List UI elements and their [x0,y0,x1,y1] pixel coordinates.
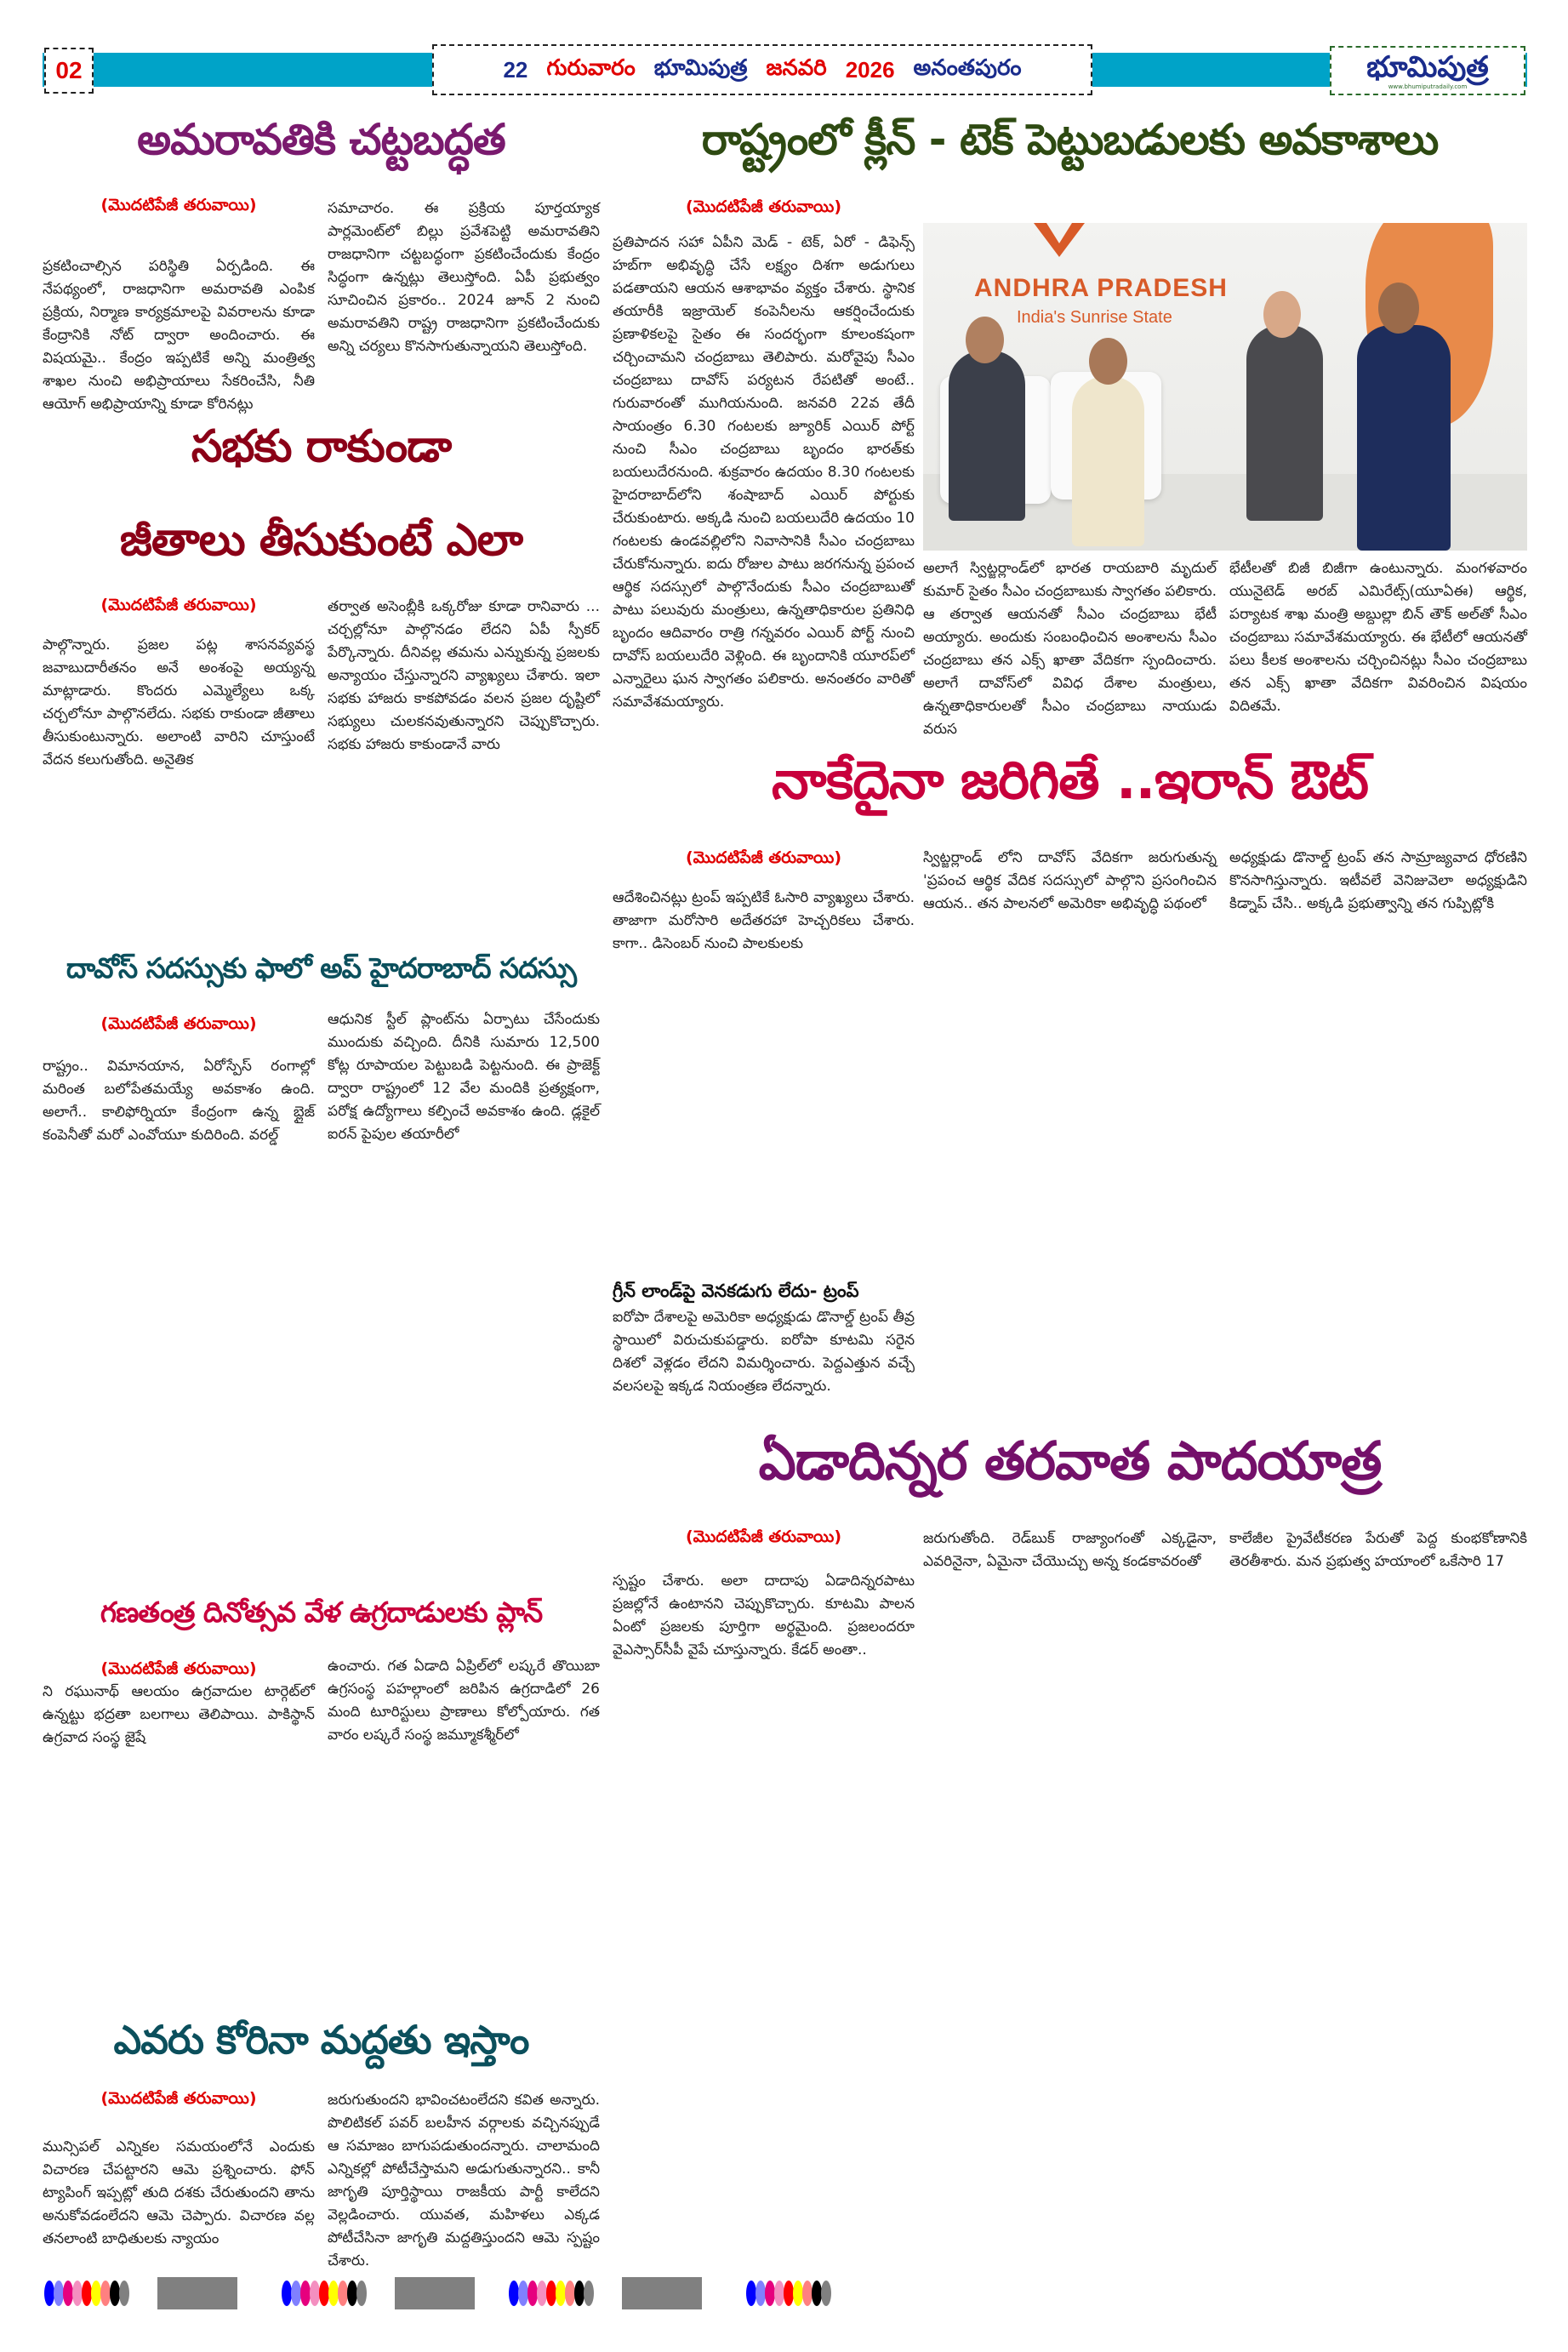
registration-dot [821,2281,831,2306]
article-padayatra-col3: కాలేజీల ప్రైవేటీకరణ పేరుతో పెద్ద కుంభకోణానికి తెరతీశారు. మన ప్రభుత్వ హయాంలో ఒకేసారి 17 [1229,1530,1527,1570]
article-cleantech-col1: ప్రతిపాదన సహా ఏపీని మెడ్ - టెక్, ఏరో - డిఫెన్స్ హబ్‌గా అభివృద్ధి చేసే లక్ష్యం దిశగా అడుగులు పడతాయని ఆయన ఆశాభావం వ్యక్తం చేశారు. స్థానిక తయారీకి ఇజ్రాయెల్ కంపెనీలను ఆకర్షించేందుకు ప్రణాళికలపై సైతం ఈ సందర్భంగా కూలంకషంగా చర్చించామని చంద్రబాబు తెలిపారు. మరోవైపు సీఎం చంద్రబాబు దావోస్ పర్యటన రేపటితో అంటే.. గురువారంతో ముగియనుంది. జనవరి 22వ తేదీ సాయంత్రం 6.30 గంటలకు జ్యూరిక్ ఎయిర్ పోర్ట్ నుంచి సీఎం చంద్రబాబు బృందం భారత్‌కు బయలుదేరనుంది. శుక్రవారం ఉదయం 8.30 గంటలకు హైదరాబాద్‌లోని శంషాబాద్ ఎయిర్ పోర్టుకు చేరుకుంటారు. అక్కడి నుంచి బయలుదేరి ఉదయం 10 గంటలకు ఉండవల్లిలోని నివాసానికి సీఎం చంద్రబాబు చేరుకోనున్నారు. ఐదు రోజుల పాటు జరగనున్న ప్రపంచ ఆర్థిక సదస్సులో పాల్గొనేందుకు సీఎం చంద్రబాబుతో పాటు పలువురు మంత్రులు, ఉన్నతాధికారుల ప్రతినిధి బృందం ఆదివారం రాత్రి గన్నవరం ఎయిర్ పోర్ట్ నుంచి దావోస్ బయలుదేరి వెళ్లింది. ఈ బృందానికి యూరప్‌లో ఎన్నారైలు ఘన స్వాగతం పలికారు. అనంతరం వారితో సమావేశమయ్యారు. [613,234,915,711]
date-day: 22 [503,56,528,83]
byline-ganatantra: (మొదటిపేజీ తరువాయి) [100,1659,257,1678]
newspaper-logo [1330,46,1525,95]
registration-dot [356,2281,367,2306]
photo-person-head [966,317,1004,363]
headline-iran: నాకేదైనా జరిగితే ..ఇరాన్ ఔట్ [771,749,1369,811]
article-evaru-col2: జరుగుతుందని భావించటంలేదని కవిత అన్నారు. పొలిటికల్ పవర్ బలహీన వర్గాలకు వచ్చినప్పుడే ఆ సమాజం బాగుపడుతుందన్నారు. చాలామంది ఎన్నికల్లో పోటీచేస్తామని అడుగుతున్నారని.. కానీ జాగృతి పూర్తిస్థాయి రాజకీయ పార్టీ కాలేదని వెల్లడించారు. యువత, మహిళలు ఎక్కడ పోటీచేసినా జాగృతి మద్దతిస్తుందని ఆమె స్పష్టం చేశారు. [328,2092,600,2269]
photo-person-head [1378,283,1419,334]
grey-registration-block [622,2277,702,2309]
print-registration-strip [44,2274,1491,2313]
color-registration-dots [282,2281,366,2306]
page-number: 02 [44,48,94,94]
article-cleantech-col3: భేటీలతో బిజీ బిజీగా ఉంటున్నారు. మంగళవారం యునైటెడ్ అరబ్ ఎమిరేట్స్(యూఏఈ) ఆర్థిక, పర్యాటక శాఖ మంత్రి అబ్దుల్లా బిన్ తౌక్ అల్‌తో సీఎం చంద్రబాబు సమావేశమయ్యారు. ఈ భేటీలో ఆయనతో పలు కీలక అంశాలను చర్చించినట్లు సీఎం చంద్రబాబు తన ఎక్స్ ఖాతా వేదికగా వివరించిన విషయం విదితమే. [1229,560,1527,715]
date-month: జనవరి [766,54,827,80]
article-evaru-col1: మున్సిపల్ ఎన్నికల సమయంలోనే ఎందుకు విచారణ చేపట్టారని ఆమె ప్రశ్నించారు. ఫోన్ ట్యాపింగ్ ఇప్పట్లో తుది దశకు చేరుతుందని తాను అనుకోవడంలేదని ఆమె చెప్పారు. విచారణ వల్ల తనలాంటి బాధితులకు న్యాయం [43,2138,315,2247]
dateline [432,44,1092,95]
article-iran-col3: అధ్యక్షుడు డొనాల్డ్ ట్రంప్ తన సామ్రాజ్యవాద ధోరణిని కొనసాగిస్తున్నారు. ఇటీవలే వెనిజువెలా అధ్యక్షుడిని కిడ్నాప్ చేసి.. అక్కడి ప్రభుత్వాన్ని తన గుప్పిట్లోకి [1229,849,1527,912]
headline-sabha-line2: జీతాలు తీసుకుంటే ఎలా [119,515,523,566]
headline-davos: దావోస్ సదస్సుకు ఫాలో అప్ హైదరాబాద్ సదస్సు [66,951,577,985]
photo-banner-subtitle: India's Sunrise State [1017,308,1172,327]
edition-name: అనంతపురం [913,54,1022,80]
color-registration-dots [44,2281,128,2306]
byline-amaravati: (మొదటిపేజీ తరువాయి) [100,196,257,214]
article-greenland-text: ఐరోపా దేశాలపై అమెరికా అధ్యక్షుడు డొనాల్డ్ ట్రంప్ తీవ్ర స్థాయిలో విరుచుకుపడ్డారు. ఐరోపా కూటమి సరైన దిశలో వెళ్లడం లేదని విమర్శించారు. పెద్దఎత్తున వచ్చే వలసలపై ఇక్కడ నియంత్రణ లేదన్నారు. [613,1309,915,1395]
byline-padayatra: (మొదటిపేజీ తరువాయి) [685,1527,842,1546]
byline-iran: (మొదటిపేజీ తరువాయి) [685,848,842,867]
color-registration-dots [746,2281,830,2306]
grey-registration-block [395,2277,475,2309]
registration-dot [584,2281,594,2306]
article-padayatra-col2: జరుగుతోంది. రెడ్‌బుక్ రాజ్యాంగంతో ఎక్కడైనా, ఎవరినైనా, ఏమైనా చేయొచ్చు అన్న కండకావరంతో [923,1530,1217,1570]
date-weekday: గురువారం [546,54,636,80]
headline-cleantech: రాష్ట్రంలో క్లీన్ - టెక్ పెట్టుబడులకు అవకాశాలు [701,115,1439,164]
headline-amaravati: అమరావతికి చట్టబద్ధత [137,115,505,164]
registration-dot [119,2281,129,2306]
photo-person [1072,376,1144,546]
article-cleantech-col2: అలాగే స్విట్జర్లాండ్‌లో భారత రాయబారి మృదుల్ కుమార్ సైతం సీఎం చంద్రబాబుకు స్వాగతం పలికారు. ఆ తర్వాత ఆయనతో సీఎం చంద్రబాబు భేటీ అయ్యారు. అందుకు సంబంధించిన అంశాలను సీఎం చంద్రబాబు తన ఎక్స్ ఖాతా వేదికగా స్పందించారు. అలాగే దావోస్‌లో వివిధ దేశాల మంత్రులు, ఉన్నతాధికారులతో సీఎం చంద్రబాబు నాయుడు వరుస [923,560,1217,738]
byline-sabha: (మొదటిపేజీ తరువాయి) [100,596,257,614]
dateline-paper-name: భూమిపుత్ర [653,54,748,80]
article-iran-col2: స్విట్జర్లాండ్ లోని దావోస్ వేదికగా జరుగుతున్న 'ప్రపంచ ఆర్థిక వేదిక సదస్సులో పాల్గొని ప్రసంగించిన ఆయన.. తన పాలనలో అమెరికా అభివృద్ధి పథంలో [923,849,1217,912]
color-registration-dots [509,2281,593,2306]
article-sabha-col1: పాల్గొన్నారు. ప్రజల పట్ల శాసనవ్యవస్థ జవాబుదారీతనం అనే అంశంపై అయ్యన్న మాట్లాడారు. కొందరు ఎమ్మెల్యేలు ఒక్క చర్చలోనూ పాల్గొనలేదు. సభకు రాకుండా జీతాలు తీసుకుంటున్నారు. అలాంటి వారిని చూస్తుంటే వేదన కలుగుతోంది. అనైతిక [43,637,315,768]
article-amaravati-col1: ప్రకటించాల్సిన పరిస్థితి ఏర్పడింది. ఈ నేపథ్యంలో, రాజధానిగా అమరావతి ఎంపిక ప్రక్రియ, నిర్మాణ కార్యక్రమాలపై వివరాలను కూడా కేంద్రానికి నోట్ ద్వారా అందించారు. ఈ విషయమై.. కేంద్రం ఇప్పటికే అన్ని మంత్రిత్వ శాఖల నుంచి అభిప్రాయాలు సేకరించేసి, నీతి ఆయోగ్ అభిప్రాయాన్ని కూడా కోరినట్లు [43,258,315,413]
logo-wordmark: భూమిపుత్ర [1366,50,1489,84]
news-photo-cm-meeting [923,223,1527,551]
ap-logo-icon [1034,223,1085,257]
article-ganatantra-col1: ని రఘునాథ్ ఆలయం ఉగ్రవాదుల టార్గెట్‌లో ఉన్నట్టు భద్రతా బలగాలు తెలిపాయి. పాకిస్థాన్ ఉగ్రవాద సంస్థ జైషే [43,1683,315,1746]
subheading-greenland: గ్రీన్ లాండ్‌పై వెనకడుగు లేదు- ట్రంప్ [613,1281,859,1301]
headline-ganatantra: గణతంత్ర దినోత్సవ వేళ ఉగ్రదాడులకు ప్లాన్ [100,1596,543,1629]
byline-evaru: (మొదటిపేజీ తరువాయి) [100,2089,257,2108]
byline-cleantech: (మొదటిపేజీ తరువాయి) [685,197,842,216]
date-year: 2026 [845,56,895,83]
article-iran-col1: ఆదేశించినట్లు ట్రంప్ ఇప్పటికే ఓసారి వ్యాఖ్యలు చేశారు. తాజాగా మరోసారి అదేతరహా హెచ్చరికలు చేశారు. కాగా.. డిసెంబర్ నుంచి పాలకులకు [613,889,915,952]
photo-person [1357,325,1451,551]
article-davos-col2: ఆధునిక స్టీల్ ప్లాంట్‌ను ఏర్పాటు చేసేందుకు ముందుకు వచ్చింది. దీనికి సుమారు 12,500 కోట్ల రూపాయల పెట్టుబడి పెట్టనుంది. ఈ ప్రాజెక్ట్ ద్వారా రాష్ట్రంలో 12 వేల మందికి ప్రత్యక్షంగా, పరోక్ష ఉద్యోగాలు కల్పించే అవకాశం ఉంది. డ్లకైల్ ఐరన్ పైపుల తయారీలో [328,1011,600,1143]
article-sabha-col2: తర్వాత అసెంబ్లీకి ఒక్కరోజు కూడా రానివారు ... చర్చల్లోనూ పాల్గొనడం లేదని ఏపీ స్పీకర్ పేర్కొన్నారు. దీనివల్ల తమను ఎన్నుకున్న ప్రజలకు అన్యాయం చేస్తున్నారని వ్యాఖ్యలు చేశారు. ఇలా సభకు హాజరు కాకపోవడం వలన ప్రజల దృష్టిలో సభ్యులు చులకనవుతున్నారని చెప్పుకొచ్చారు. సభకు హాజరు కాకుండానే వారు [328,598,600,753]
article-amaravati-col2: సమాచారం. ఈ ప్రక్రియ పూర్తయ్యాక పార్లమెంట్‌లో బిల్లు ప్రవేశపెట్టి అమరావతిని రాజధానిగా చట్టబద్ధంగా ప్రకటించేందుకు కేంద్రం సిద్ధంగా ఉన్నట్లు తెలుస్తోంది. ఏపీ ప్రభుత్వం సూచించిన ప్రకారం.. 2024 జూన్ 2 నుంచి అమరావతిని రాష్ట్ర రాజధానిగా ప్రకటించేందుకు అన్ని చర్యలు కొనసాగుతున్నాయని తెలుస్తోంది. [328,200,600,355]
photo-person-head [1263,291,1301,338]
photo-person [1246,325,1323,521]
byline-davos: (మొదటిపేజీ తరువాయి) [100,1014,257,1033]
photo-person-head [1089,338,1127,385]
headline-sabha-line1: సభకు రాకుండా [191,421,452,472]
headline-padayatra: ఏడాదిన్నర తరవాత పాదయాత్ర [758,1430,1382,1492]
article-davos-col1: రాష్ట్రం.. విమానయాన, ఏరోస్పేస్ రంగాల్లో మరింత బలోపేతమయ్యే అవకాశం ఉంది. అలాగే.. కాలిఫోర్నియా కేంద్రంగా ఉన్న బ్లైజ్ కంపెనీతో మరో ఎంవోయూ కుదిరింది. వరల్డ్ [43,1058,315,1144]
logo-url: www.bhumiputradaily.com [1388,83,1468,90]
photo-person [949,351,1025,521]
article-ganatantra-col2: ఉంచారు. గత ఏడాది ఏప్రిల్‌లో లష్కరే తొయిబా ఉగ్రసంస్థ పహల్గాంలో జరిపిన ఉగ్రదాడిలో 26 మంది టూరిస్టులు ప్రాణాలు కోల్పోయారు. గత వారం లష్కరే సంస్థ జమ్మూకశ్మీర్‌లో [328,1658,600,1744]
article-padayatra-col1: స్పష్టం చేశారు. అలా దాదాపు ఏడాదిన్నరపాటు ప్రజల్లోనే ఉంటానని చెప్పుకొచ్చారు. కూటమి పాలన ఏంటో ప్రజలకు పూర్తిగా అర్థమైంది. ప్రజలందరూ వైఎస్సార్‌సీపీ వైపే చూస్తున్నారు. కేడర్ అంతా.. [613,1573,915,1658]
headline-evaru: ఎవరు కోరినా మద్దతు ఇస్తాం [113,2017,529,2063]
photo-banner-title: ANDHRA PRADESH [974,274,1228,302]
grey-registration-block [157,2277,237,2309]
